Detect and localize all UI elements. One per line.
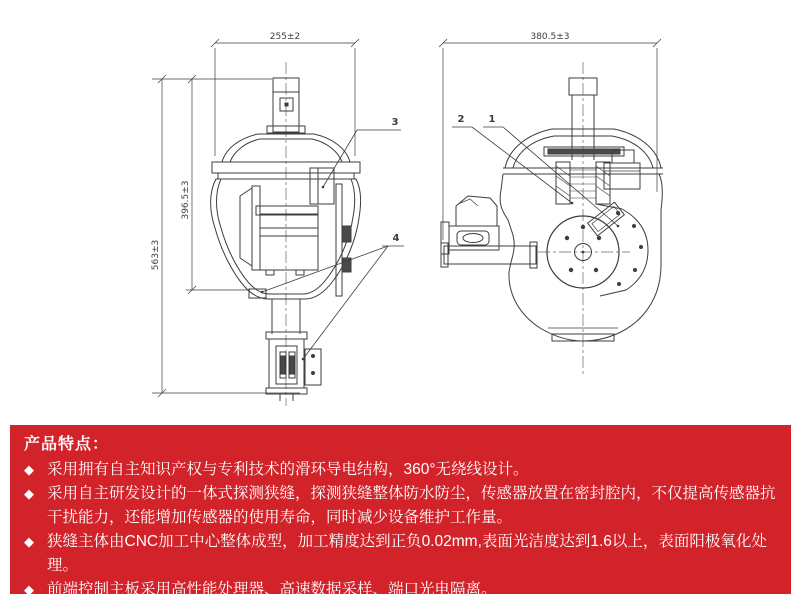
leader-callout-4 bbox=[261, 246, 404, 360]
feature-item-text: 采用自主研发设计的一体式探测狭缝，探测狭缝整体防水防尘，传感器放置在密封腔内，不仅提高传感器抗干扰能力，还能增加传感器的使用寿命，同时减少设备维护工作量。 bbox=[47, 485, 776, 526]
feature-item bbox=[24, 578, 777, 600]
side-view bbox=[439, 32, 663, 376]
diamond-bullet-icon: ◆ bbox=[24, 582, 34, 597]
dim-label-side-width: 380.5±3 bbox=[530, 32, 570, 42]
feature-item-text: 狭缝主体由CNC加工中心整体成型，加工精度达到正负0.02mm,表面光洁度达到1.6以上，表面阳极氧化处理。 bbox=[47, 533, 767, 574]
callout-3-label: 3 bbox=[391, 117, 399, 128]
diamond-bullet-icon: ◆ bbox=[24, 486, 34, 501]
feature-item-text: 采用拥有自主知识产权与专利技术的滑环导电结构，360°无绕线设计。 bbox=[47, 461, 529, 478]
callout-2-label: 2 bbox=[457, 114, 465, 125]
callout-1-label: 1 bbox=[488, 114, 496, 125]
diamond-bullet-icon: ◆ bbox=[24, 534, 34, 549]
diamond-bullet-icon: ◆ bbox=[24, 462, 34, 477]
feature-item-text: 前端控制主板采用高性能处理器、高速数据采样、端口光电隔离。 bbox=[47, 581, 497, 598]
dim-label-front-height-inner: 396.5±3 bbox=[181, 180, 191, 220]
dimension-side-width bbox=[439, 39, 661, 240]
dim-label-front-width: 255±2 bbox=[269, 32, 301, 42]
dim-label-front-height-outer: 563±3 bbox=[151, 239, 161, 271]
front-view bbox=[151, 32, 404, 406]
features-list bbox=[24, 458, 777, 600]
leader-callout-2 bbox=[452, 127, 573, 204]
callout-4-label: 4 bbox=[392, 233, 400, 244]
feature-item bbox=[24, 482, 777, 530]
feature-item bbox=[24, 530, 777, 578]
features-panel bbox=[10, 425, 791, 598]
features-title: 产品特点： bbox=[24, 436, 110, 453]
feature-item bbox=[24, 458, 777, 482]
